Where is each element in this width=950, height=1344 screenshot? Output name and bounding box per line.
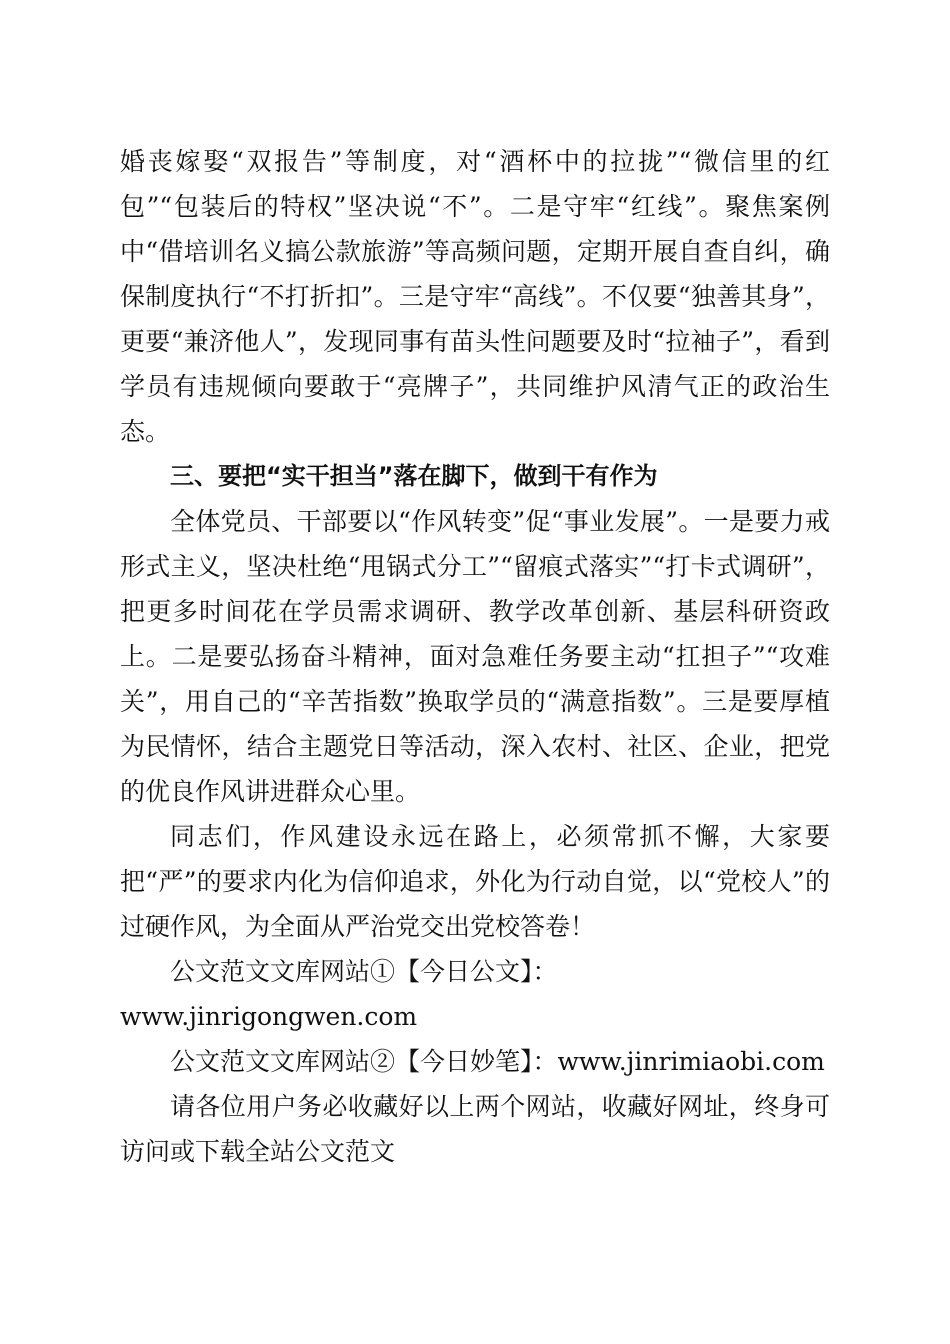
paragraph-closing: 同志们，作风建设永远在路上，必须常抓不懈，大家要把“严”的要求内化为信仰追求，外化为行动自觉，以“党校人”的过硬作风，为全面从严治党交出党校答卷！ (120, 822, 830, 941)
bookmark-notice: 请各位用户务必收藏好以上两个网站，收藏好网址，终身可访问或下载全站公文范文 (120, 1092, 830, 1166)
website-1-url[interactable]: www.jinrigongwen.com (120, 1002, 418, 1031)
paragraph-work-style: 全体党员、干部要以“作风转变”促“事业发展”。一是要力戒形式主义，坚决杜绝“甩锅式分工”“留痕式落实”“打卡式调研”，把更多时间花在学员需求调研、教学改革创新、基层科研资政上。二是要弘扬奋斗精神，面对急难任务要主动“扛担子”“攻难关”，用自己的“辛苦指数”换取学员的“满意指数”。三是要厚植为民情怀，结合主题党日等活动，深入农村、社区、企业，把党的优良作风讲进群众心里。 (120, 507, 830, 806)
paragraph-party-discipline: 婚丧嫁娶“双报告”等制度，对“酒杯中的拉拢”“微信里的红包”“包装后的特权”坚决说“不”。二是守牢“红线”。聚焦案例中“借培训名义搞公款旅游”等高频问题，定期开展自查自纠，确保制度执行“不打折扣”。三是守牢“高线”。不仅要“独善其身”，更要“兼济他人”，发现同事有苗头性问题要及时“拉袖子”，看到学员有违规倾向要敢于“亮牌子”，共同维护风清气正的政治生态。 (120, 147, 830, 446)
section-heading-3: 三、要把“实干担当”落在脚下，做到干有作为 (170, 462, 658, 490)
website-1-label: 公文范文文库网站①【今日公文】： (170, 957, 558, 986)
website-2-line[interactable]: 公文范文文库网站②【今日妙笔】：www.jinrimiaobi.com (170, 1047, 825, 1076)
document-body (120, 139, 830, 1174)
